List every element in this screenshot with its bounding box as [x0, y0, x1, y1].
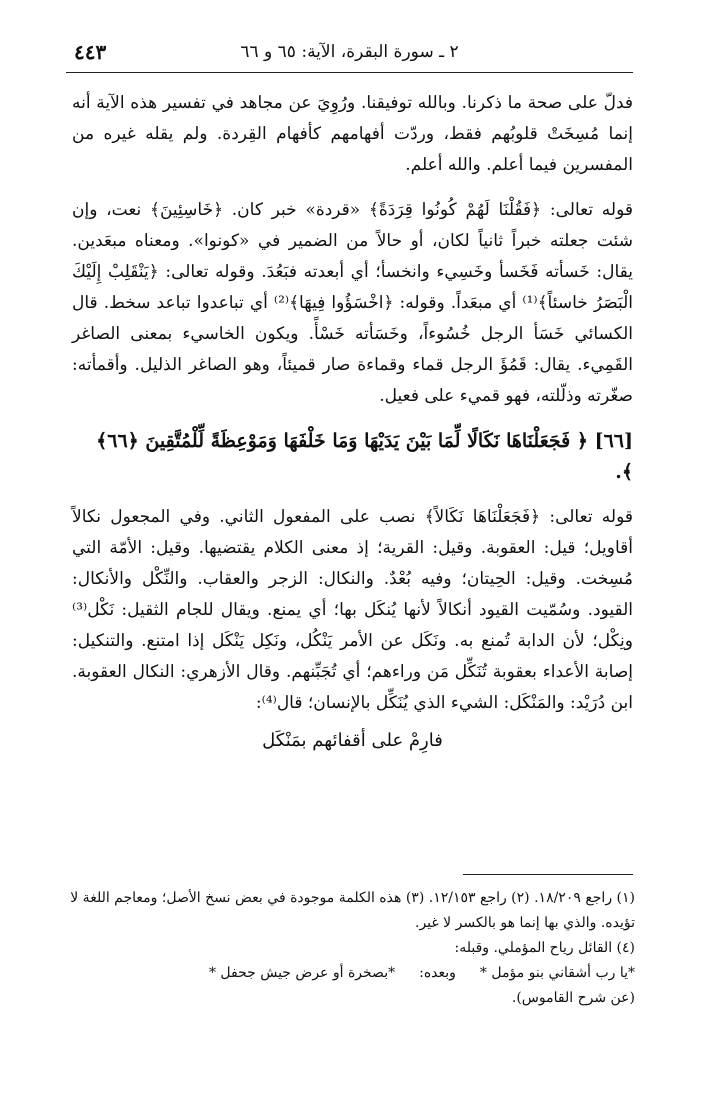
- paragraph-khasiin: قوله تعالى: ﴿فَقُلْنَا لَهُمْ كُونُوا قِرَدَةً﴾ «قردة» خبر كان. ﴿خَاسِئِينَ﴾ نعت، وإن شئت جعلته خبراً ثانياً لكان، أو حالاً من الضمير في «كونوا». ومعناه مبعَدين. يقال: خَسأته فَخَسأ وخَسِيء وانخسأ؛ أي أبعدته فبَعُدَ. وقوله تعالى: ﴿يَنْقَلِبْ إِلَيْكَ الْبَصَرُ خاسئاً﴾⁽¹⁾ أي مبعَداً. وقوله: ﴿اخْسَؤُوا فِيهَا﴾⁽²⁾ أي تباعدوا تباعد سخط. قال الكسائي خَسَأ الرجل خُسُوءاً، وخَسَأته خَسْأً. ويكون الخاسيء بمعنى الصاغر القَمِيء. يقال: قَمُؤَ الرجل قماء وقماءة صار قميئاً، وهو الصاغر الذليل. وأقمأته: صغّرته وذلّلته، فهو قميء على فعيل.: [72, 200, 633, 406]
- footnote-4: (٤) القائل رياح المؤملي. وقبله:: [454, 940, 635, 956]
- footnote-verse-a: *يا رب أشقاني بنو مؤمل *: [479, 965, 635, 981]
- page-header: [66, 38, 633, 73]
- paragraph-mujahid: فدلّ على صحة ما ذكرنا. وبالله توفيقنا. ورُوِيَ عن مجاهد في تفسير هذه الآية أنه إنما مُسِخَتْ قلوبُهم فقط، وردّت أفهامهم كأفهام القِردة. ولم يقله غيره من المفسرين فيما أعلم. والله أعلم.: [72, 93, 633, 175]
- poetry-line: فارِمْ على أقفائهم بمَنْكَل: [262, 730, 443, 751]
- footnotes: [70, 886, 635, 1011]
- running-title: ٢ ـ سورة البقرة، الآية: ٦٥ و ٦٦: [240, 42, 459, 62]
- footnote-verse-b: *بصخرة أو عرض جيش جحفل *: [208, 965, 396, 981]
- body-text: [72, 88, 633, 756]
- footnote-after-label: وبعده:: [419, 965, 456, 981]
- footnote-verse-row: [70, 961, 635, 986]
- paragraph-nakal: قوله تعالى: ﴿فَجَعَلْنَاهَا نَكَالاً﴾ نصب على المفعول الثاني. وفي المجعول نكالاً أقاويل؛ قيل: العقوبة. وقيل: القرية؛ إذ معنى الكلام يقتضيها. وقيل: الأمّة التي مُسِخت. وقيل: الحِيتان؛ وفيه بُعْدٌ. والنكال: الزجر والعقاب. والنِّكْل والأنكال: القيود. وسُمّيت القيود أنكالاً لأنها يُنكَل بها؛ أي يمنع. ويقال للجام الثقيل: نَكْل⁽³⁾ ونِكْل؛ لأن الدابة تُمنع به. ونَكَل عن الأمر يَنْكُل، ونَكِل يَنْكَل إذا امتنع. والتنكيل: إصابة الأعداء بعقوبة تُنَكِّل مَن وراءهم؛ أي تُجَبِّنهم. وقال الأزهري: النكال العقوبة. ابن دُرَيْد: والمَنْكَل: الشيء الذي يُنَكِّل بالإنسان؛ قال⁽⁴⁾:: [72, 507, 633, 713]
- page-number: ٤٤٣: [74, 40, 107, 64]
- footnote-separator: [463, 874, 633, 875]
- footnote-1-3: (١) راجع ١٨/٢٠٩. (٢) راجع ١٢/١٥٣. (٣) هذه الكلمة موجودة في بعض نسخ الأصل؛ ومعاجم اللغة لا تؤيده. والذي بها إنما هو بالكسر لا غير.: [70, 890, 635, 931]
- footnote-source: (عن شرح القاموس).: [511, 990, 635, 1006]
- quran-verse-66: [٦٦] ﴿ فَجَعَلْنَاهَا نَكَالًا لِّمَا بَيْنَ يَدَيْهَا وَمَا خَلْفَهَا وَمَوْعِظَةً لِّلْمُتَّقِينَ ﴿٦٦﴾ ﴾.: [96, 430, 633, 483]
